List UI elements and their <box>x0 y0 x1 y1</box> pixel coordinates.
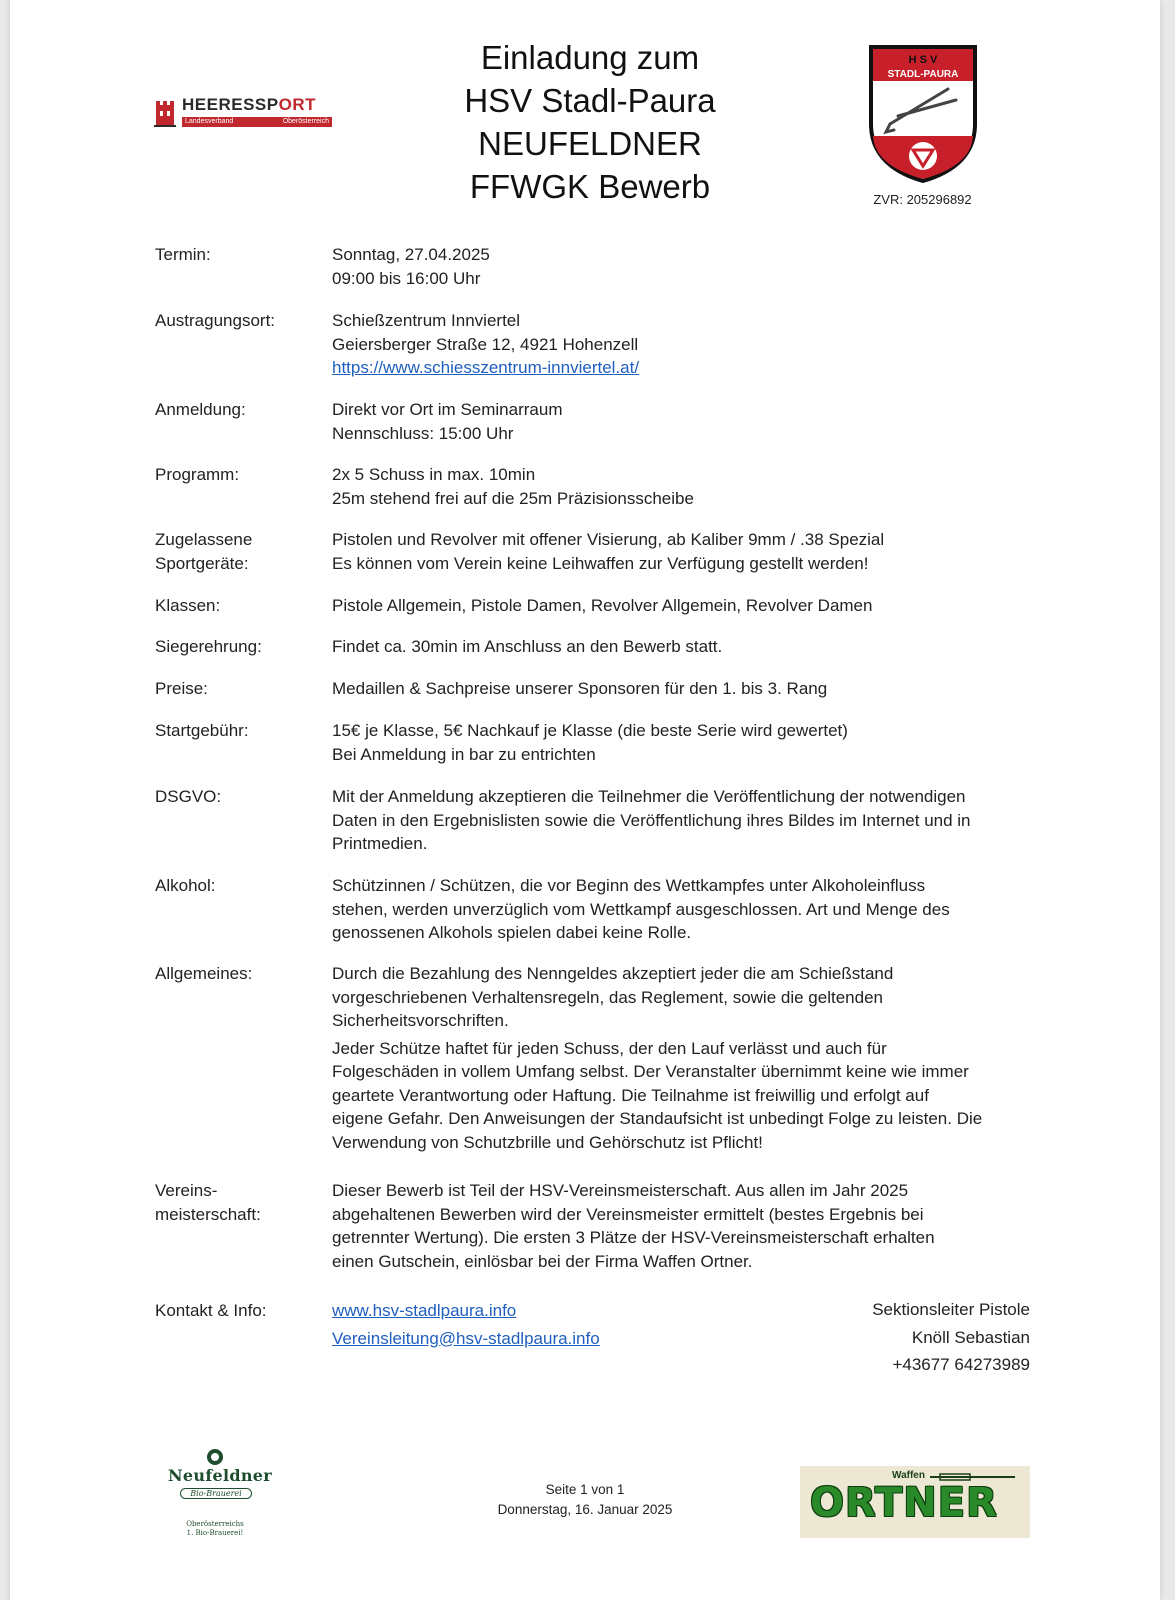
document-title <box>370 36 810 208</box>
row-line: Schießzentrum Innviertel <box>332 311 521 330</box>
row-line: einen Gutschein, einlösbar bei der Firma Waffen Ortner. <box>332 1251 753 1271</box>
row-line: 15€ je Klasse, 5€ Nachkauf je Klasse (die beste Serie wird gewertet) <box>332 721 848 740</box>
row-label: Programm: <box>155 465 240 484</box>
row-label: Sportgeräte: <box>155 553 249 573</box>
row-label: Zugelassene <box>155 530 253 549</box>
row-label: Preise: <box>155 679 208 698</box>
page-footer <box>450 1480 720 1520</box>
signer-role: Sektionsleiter Pistole <box>872 1300 1030 1319</box>
row-line: Sicherheitsvorschriften. <box>332 1011 509 1030</box>
row-line: stehen, werden unverzüglich vom Wettkampf ausgeschlossen. Art und Menge des <box>332 899 950 919</box>
title-line: FFWGK Bewerb <box>469 168 711 205</box>
row-line: 25m stehend frei auf die 25m Präzisionsscheibe <box>332 488 694 508</box>
row-label: Vereins- <box>155 1181 218 1200</box>
row-label: Austragungsort: <box>155 311 276 330</box>
crest-club: STADL-PAURA <box>887 69 959 80</box>
row-line: Schützinnen / Schützen, die vor Beginn des Wettkampfes unter Alkoholeinfluss <box>332 876 926 895</box>
row-label: DSGVO: <box>155 787 222 806</box>
row-label: Alkohol: <box>155 876 216 895</box>
row-line: Daten in den Ergebnislisten sowie die Veröffentlichung ihres Bildes im Internet und in <box>332 810 971 830</box>
row-line: getrennter Wertung). Die ersten 3 Plätze der HSV-Vereinsmeisterschaft erhalten <box>332 1228 935 1247</box>
title-line: NEUFELDNER <box>478 125 702 162</box>
row-line: genossenen Alkohols spielen dabei keine Rolle. <box>332 923 692 942</box>
ortner-top-text: Waffen <box>892 1470 925 1481</box>
signer-block <box>770 1296 1030 1379</box>
neufeldner-sub: Bio-Brauerei <box>180 1488 252 1499</box>
hsv-crest-icon <box>868 44 978 184</box>
signer-phone: +43677 64273989 <box>892 1355 1030 1374</box>
row-line: Dieser Bewerb ist Teil der HSV-Vereinsmeisterschaft. Aus allen im Jahr 2025 <box>332 1181 909 1200</box>
row-label: Siegerehrung: <box>155 637 262 656</box>
row-line: vorgeschriebenen Verhaltensregeln, das Reglement, sowie die geltenden <box>332 987 883 1007</box>
page-number: Seite 1 von 1 <box>545 1482 625 1497</box>
row-line: Printmedien. <box>332 834 428 853</box>
heeressport-wordmark: HEERESSPORT <box>182 95 316 114</box>
heeressport-logo <box>154 95 334 135</box>
signer-name: Knöll Sebastian <box>911 1327 1030 1347</box>
row-line: Nennschluss: 15:00 Uhr <box>332 423 514 443</box>
row-line: Pistole Allgemein, Pistole Damen, Revolver Allgemein, Revolver Damen <box>332 596 873 615</box>
document-page <box>10 0 1160 1600</box>
row-line: Sonntag, 27.04.2025 <box>332 245 490 264</box>
row-line: Es können vom Verein keine Leihwaffen zur Verfügung gestellt werden! <box>332 553 869 573</box>
row-line: geartete Verantwortung oder Haftung. Die Teilnahme ist freiwillig und erfolgt auf <box>332 1085 929 1105</box>
row-line: Medaillen & Sachpreise unserer Sponsoren für den 1. bis 3. Rang <box>332 679 828 698</box>
row-line: Mit der Anmeldung akzeptieren die Teilnehmer die Veröffentlichung der notwendigen <box>332 787 966 806</box>
row-line: eigene Gefahr. Den Anweisungen der Standaufsicht ist unbedingt Folge zu leisten. Die <box>332 1109 983 1128</box>
row-line: Durch die Bezahlung des Nenngeldes akzeptiert jeder die am Schießstand <box>332 964 894 983</box>
title-line: HSV Stadl-Paura <box>464 82 716 119</box>
ortner-name: ORTNER <box>810 1480 998 1526</box>
neufeldner-logo <box>160 1448 273 1548</box>
title-line: Einladung zum <box>480 39 700 76</box>
zvr-number: ZVR: 205296892 <box>873 192 972 207</box>
row-line: Findet ca. 30min im Anschluss an den Bewerb statt. <box>332 637 723 656</box>
row-line: Geiersberger Straße 12, 4921 Hohenzell <box>332 334 639 354</box>
row-line: Folgeschäden in vollem Umfang selbst. Der Veranstalter übernimmt keine wie immer <box>332 1062 969 1081</box>
crest-emblem-icon <box>205 1448 225 1466</box>
venue-link[interactable]: https://www.schiesszentrum-innviertel.at/ <box>332 358 640 377</box>
row-line: 2x 5 Schuss in max. 10min <box>332 465 536 484</box>
crest-letters: H S V <box>908 54 938 66</box>
row-line: 09:00 bis 16:00 Uhr <box>332 268 481 288</box>
row-label: Anmeldung: <box>155 400 246 419</box>
row-label: Termin: <box>155 245 211 264</box>
row-label: Klassen: <box>155 596 221 615</box>
neufeldner-brand: Neufeldner <box>168 1466 273 1485</box>
row-label: Kontakt & Info: <box>155 1301 267 1320</box>
heeressport-subline: Landesverband Oberösterreich <box>182 117 332 127</box>
row-label: Allgemeines: <box>155 964 253 983</box>
website-link[interactable]: www.hsv-stadlpaura.info <box>332 1301 517 1320</box>
row-line: Jeder Schütze haftet für jeden Schuss, der den Lauf verlässt und auch für <box>332 1038 887 1058</box>
row-line: abgehaltenen Bewerben wird der Vereinsmeister ermittelt (bestes Ergebnis bei <box>332 1204 924 1224</box>
ortner-logo <box>800 1466 1030 1538</box>
castle-icon <box>154 99 176 127</box>
neufeldner-tagline: Oberösterreichs 1. Bio-Brauerei! <box>186 1520 244 1537</box>
row-line: Bei Anmeldung in bar zu entrichten <box>332 744 596 764</box>
row-line: Direkt vor Ort im Seminarraum <box>332 400 563 419</box>
row-label: meisterschaft: <box>155 1204 261 1224</box>
footer-date: Donnerstag, 16. Januar 2025 <box>497 1502 673 1517</box>
row-line: Pistolen und Revolver mit offener Visierung, ab Kaliber 9mm / .38 Spezial <box>332 530 885 549</box>
row-line: Verwendung von Schutzbrille und Gehörschutz ist Pflicht! <box>332 1132 763 1152</box>
row-label: Startgebühr: <box>155 721 249 740</box>
email-link[interactable]: Vereinsleitung@hsv-stadlpaura.info <box>332 1328 600 1348</box>
